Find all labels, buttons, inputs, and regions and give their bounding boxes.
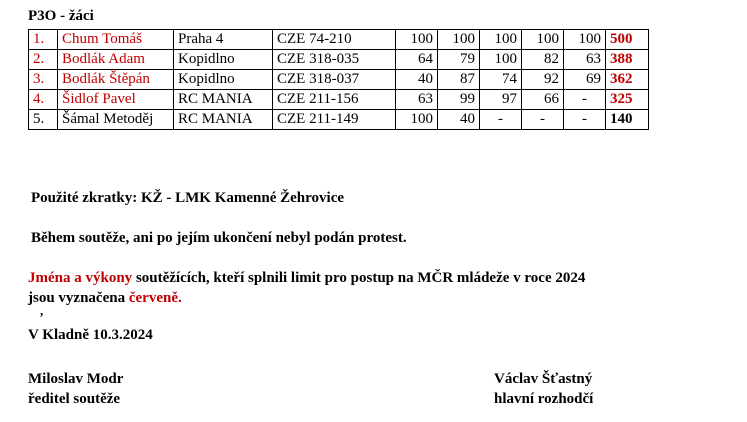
score-cell: 69 — [564, 70, 606, 90]
score-cell: 100 — [564, 30, 606, 50]
license-cell: CZE 211-149 — [273, 110, 396, 130]
table-row — [29, 30, 649, 50]
score-cell: 87 — [438, 70, 480, 90]
results-table — [28, 29, 649, 130]
score-cell: 100 — [396, 110, 438, 130]
table-row — [29, 70, 649, 90]
license-cell: CZE 74-210 — [273, 30, 396, 50]
signature-name: Miloslav Modr — [28, 371, 124, 387]
name-cell: Šámal Metoděj — [58, 110, 174, 130]
limit-note-text-1: soutěžících, kteří splnili limit pro postup na MČR mládeže v roce 2024 — [132, 270, 586, 286]
license-cell: CZE 318-035 — [273, 50, 396, 70]
total-cell: 388 — [606, 50, 649, 70]
total-cell: 362 — [606, 70, 649, 90]
name-cell: Šidlof Pavel — [58, 90, 174, 110]
rank-cell: 3. — [29, 70, 58, 90]
signature-role: ředitel soutěže — [28, 391, 121, 407]
limit-note-red-1: Jména a výkony — [28, 270, 133, 286]
limit-note — [28, 268, 585, 308]
score-cell: - — [480, 110, 522, 130]
limit-note-text-2: jsou vyznačena — [28, 290, 129, 306]
protest-note: Během soutěže, ani po jejím ukončení nebyl podán protest. — [31, 230, 407, 246]
score-cell: 100 — [522, 30, 564, 50]
club-cell: Kopidlno — [174, 70, 273, 90]
rank-cell: 1. — [29, 30, 58, 50]
total-cell: 140 — [606, 110, 649, 130]
total-cell: 500 — [606, 30, 649, 50]
name-cell: Bodlák Štěpán — [58, 70, 174, 90]
score-cell: 63 — [564, 50, 606, 70]
score-cell: 92 — [522, 70, 564, 90]
score-cell: 40 — [438, 110, 480, 130]
table-row — [29, 110, 649, 130]
club-cell: RC MANIA — [174, 90, 273, 110]
total-cell: 325 — [606, 90, 649, 110]
stray-comma: , — [40, 303, 44, 318]
score-cell: 100 — [438, 30, 480, 50]
score-cell: 97 — [480, 90, 522, 110]
score-cell: 63 — [396, 90, 438, 110]
score-cell: - — [564, 90, 606, 110]
score-cell: 82 — [522, 50, 564, 70]
category-heading: P3O - žáci — [28, 8, 94, 24]
rank-cell: 4. — [29, 90, 58, 110]
score-cell: - — [564, 110, 606, 130]
score-cell: 79 — [438, 50, 480, 70]
score-cell: 40 — [396, 70, 438, 90]
score-cell: 99 — [438, 90, 480, 110]
score-cell: 66 — [522, 90, 564, 110]
limit-note-red-2: červeně. — [128, 290, 182, 306]
name-cell: Chum Tomáš — [58, 30, 174, 50]
signature-role: hlavní rozhodčí — [494, 391, 594, 407]
score-cell: 100 — [480, 30, 522, 50]
score-cell: 100 — [396, 30, 438, 50]
name-cell: Bodlák Adam — [58, 50, 174, 70]
rank-cell: 2. — [29, 50, 58, 70]
license-cell: CZE 318-037 — [273, 70, 396, 90]
score-cell: 100 — [480, 50, 522, 70]
table-row — [29, 90, 649, 110]
rank-cell: 5. — [29, 110, 58, 130]
place-date: V Kladně 10.3.2024 — [28, 327, 153, 343]
club-cell: Praha 4 — [174, 30, 273, 50]
table-row — [29, 50, 649, 70]
score-cell: 64 — [396, 50, 438, 70]
signature-name: Václav Šťastný — [494, 371, 593, 387]
license-cell: CZE 211-156 — [273, 90, 396, 110]
score-cell: 74 — [480, 70, 522, 90]
club-cell: Kopidlno — [174, 50, 273, 70]
abbreviations-note: Použité zkratky: KŽ - LMK Kamenné Žehrovice — [31, 190, 345, 206]
signature-referee — [494, 369, 593, 409]
signature-director — [28, 369, 123, 409]
score-cell: - — [522, 110, 564, 130]
results-table-body — [29, 30, 649, 130]
club-cell: RC MANIA — [174, 110, 273, 130]
